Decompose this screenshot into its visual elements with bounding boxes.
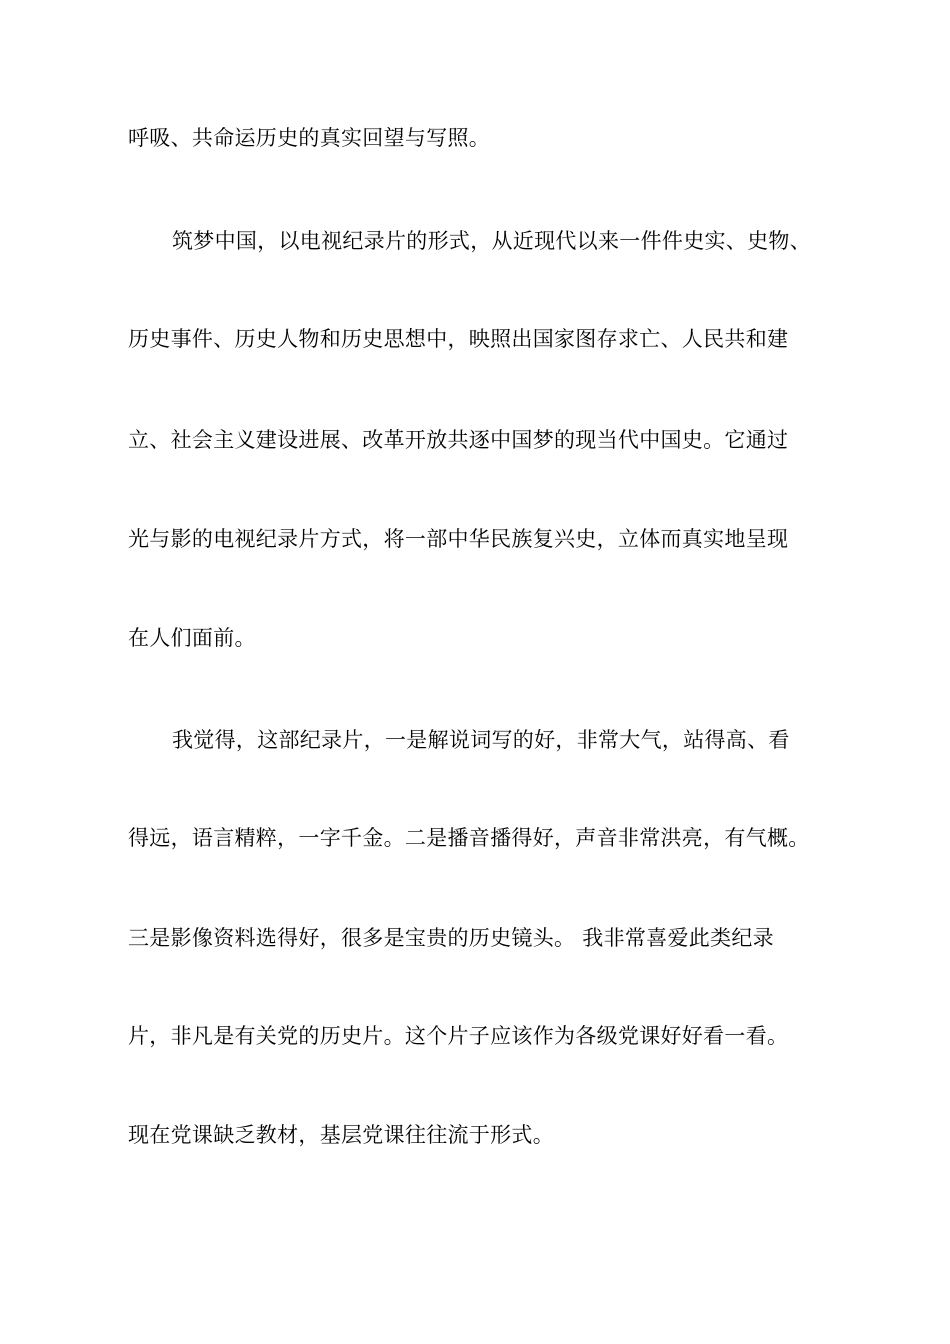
text-line-7: 我觉得，这部纪录片，一是解说词写的好，非常大气，站得高、看: [172, 728, 790, 752]
text-line-2: 筑梦中国，以电视纪录片的形式，从近现代以来一件件史实、史物、: [172, 229, 811, 253]
text-line-3: 历史事件、历史人物和历史思想中，映照出国家图存求亡、人民共和建: [128, 327, 789, 351]
text-line-5: 光与影的电视纪录片方式，将一部中华民族复兴史，立体而真实地呈现: [128, 527, 789, 551]
text-line-6: 在人们面前。: [128, 626, 256, 650]
text-line-4: 立、社会主义建设进展、改革开放共逐中国梦的现当代中国史。它通过: [128, 428, 789, 452]
text-line-11: 现在党课缺乏教材，基层党课往往流于形式。: [128, 1123, 554, 1147]
text-line-10: 片，非凡是有关党的历史片。这个片子应该作为各级党课好好看一看。: [128, 1024, 789, 1048]
text-line-9: 三是影像资料选得好，很多是宝贵的历史镜头。 我非常喜爱此类纪录: [128, 926, 774, 950]
text-line-1: 呼吸、共命运历史的真实回望与写照。: [128, 126, 491, 150]
text-line-8: 得远，语言精粹，一字千金。二是播音播得好，声音非常洪亮，有气概。: [128, 826, 810, 850]
